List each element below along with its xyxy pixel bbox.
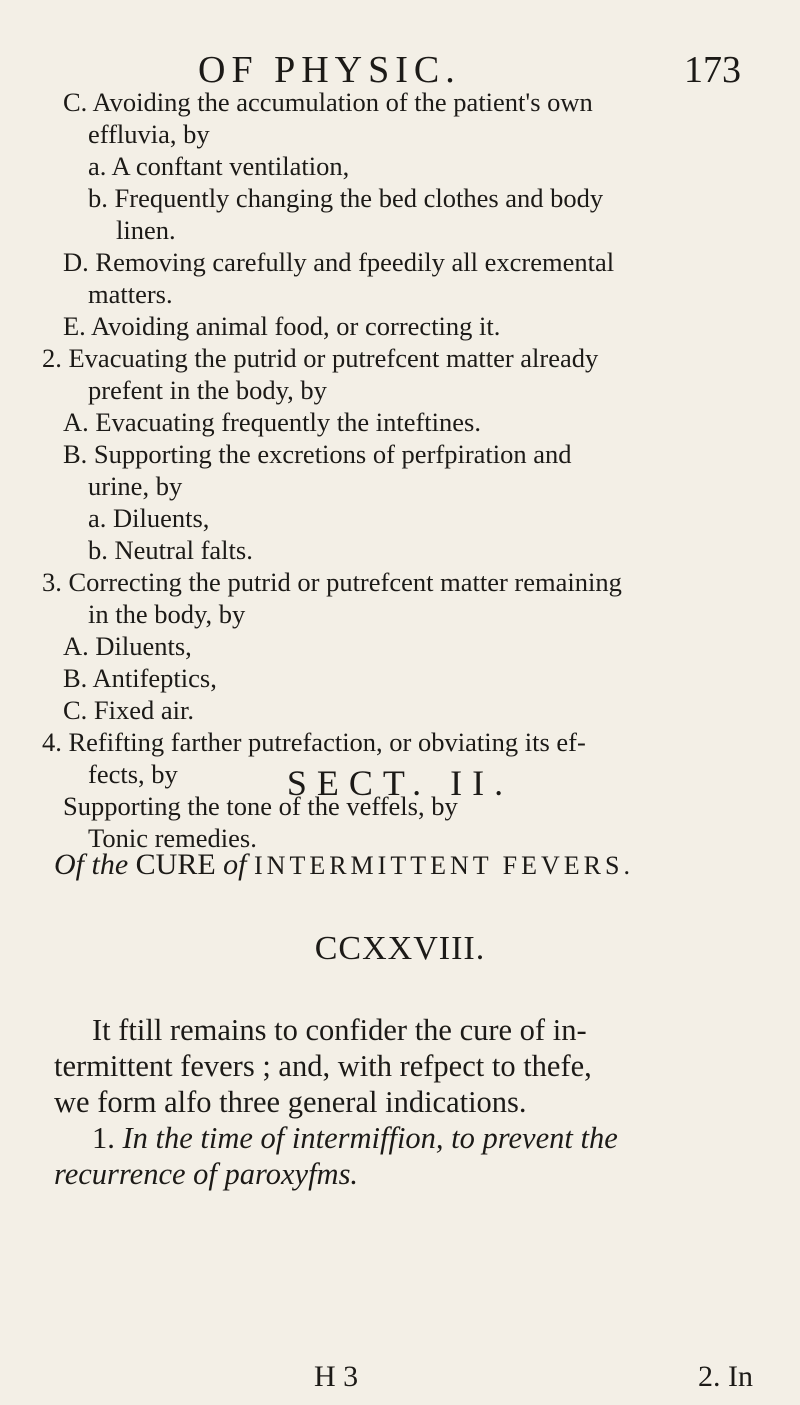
paragraph-line: termittent fevers ; and, with refpect to thefe,: [54, 1049, 592, 1083]
page-number: 173: [684, 49, 741, 91]
title-intermittent-fevers: INTERMITTENT FEVERS.: [254, 851, 634, 880]
outline-line: Supporting the tone of the veffels, by: [63, 791, 458, 821]
outline-line: E. Avoiding animal food, or correcting it.: [63, 311, 501, 341]
paragraph-number: CCXXVIII.: [314, 930, 486, 967]
catchword: 2. In: [698, 1360, 753, 1393]
title-of-the: Of the: [54, 848, 129, 881]
outline-line: 4. Refifting farther putrefaction, or obviating its ef-: [42, 727, 586, 757]
paragraph-line: recurrence of paroxyfms.: [54, 1157, 359, 1191]
title-cure: CURE: [135, 848, 216, 881]
outline-line: B. Supporting the excretions of perfpiration and: [63, 439, 572, 469]
running-title: OF PHYSIC.: [198, 49, 461, 91]
outline-line: fects, by: [88, 759, 178, 789]
outline-line: C. Avoiding the accumulation of the patient's own: [63, 87, 593, 117]
section-title: [54, 848, 634, 882]
indication-number: 1.: [92, 1121, 115, 1155]
outline-line: in the body, by: [88, 599, 246, 629]
outline-line: urine, by: [88, 471, 183, 501]
outline-line: linen.: [116, 215, 176, 245]
outline-line: 3. Correcting the putrid or putrefcent matter remaining: [42, 567, 622, 597]
paragraph-line: It ftill remains to confider the cure of in-: [92, 1013, 587, 1047]
indication-text: In the time of intermiffion, to prevent the: [122, 1121, 618, 1155]
outline-line: b. Frequently changing the bed clothes and body: [88, 183, 604, 213]
outline-line: Tonic remedies.: [88, 823, 257, 853]
section-heading: SECT. II.: [286, 763, 514, 803]
outline-line: b. Neutral falts.: [88, 535, 253, 565]
outline-line: D. Removing carefully and fpeedily all excremental: [63, 247, 615, 277]
title-of: of: [223, 848, 247, 881]
outline-line: a. Diluents,: [88, 503, 210, 533]
outline-line: B. Antifeptics,: [63, 663, 217, 693]
outline-line: effluvia, by: [88, 119, 210, 149]
outline-line: A. Diluents,: [63, 631, 192, 661]
paragraph-line: [92, 1120, 618, 1156]
outline-line: matters.: [88, 279, 173, 309]
outline-line: prefent in the body, by: [88, 375, 327, 405]
outline-line: a. A conftant ventilation,: [88, 151, 350, 181]
outline-line: A. Evacuating frequently the inteftines.: [63, 407, 481, 437]
signature-mark: H 3: [314, 1360, 359, 1393]
outline-line: 2. Evacuating the putrid or putrefcent matter already: [42, 343, 599, 373]
outline-line: C. Fixed air.: [63, 695, 195, 725]
paragraph-line: we form alfo three general indications.: [54, 1085, 527, 1119]
